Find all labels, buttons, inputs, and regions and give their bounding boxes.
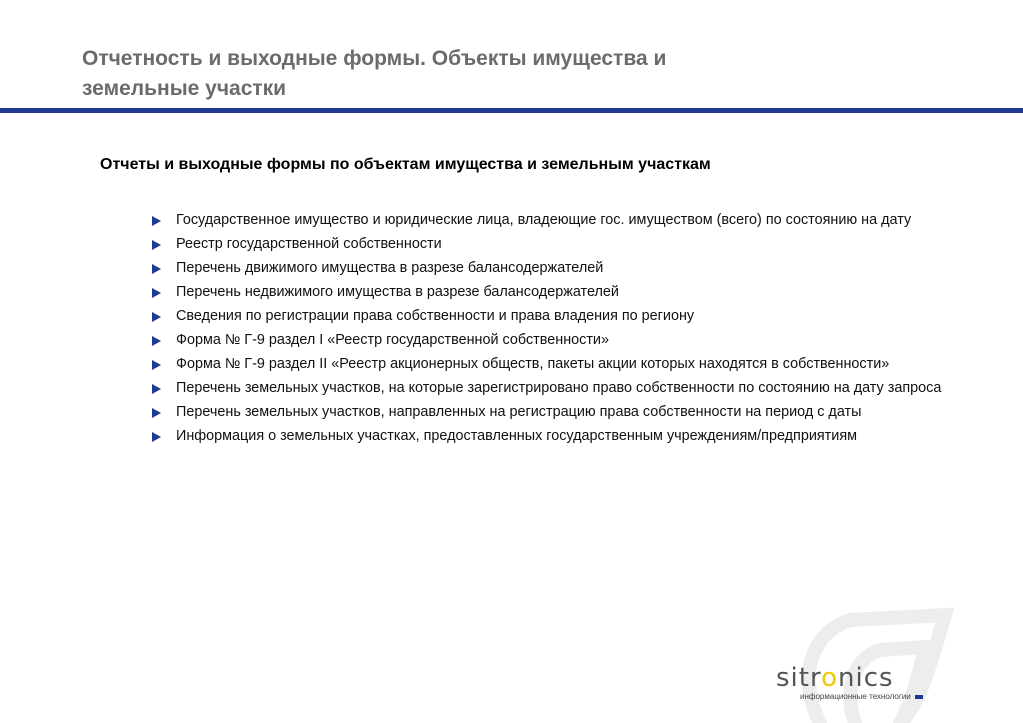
list-item xyxy=(152,210,962,230)
list-item xyxy=(152,306,962,326)
list-item xyxy=(152,378,962,398)
logo-mark-icon xyxy=(915,695,923,699)
list-item-text: Перечень земельных участков, направленных на регистрацию права собственности на период с даты xyxy=(176,404,862,420)
list-item-text: Реестр государственной собственности xyxy=(176,236,442,252)
list-item xyxy=(152,354,962,374)
triangle-bullet-icon xyxy=(152,408,161,418)
page-title-line-1: Отчетность и выходные формы. Объекты имущества и xyxy=(82,47,667,70)
page-title xyxy=(82,44,842,104)
list-item-text: Форма № Г-9 раздел I «Реестр государственной собственности» xyxy=(176,332,609,348)
sitronics-logo xyxy=(776,664,941,701)
triangle-bullet-icon xyxy=(152,216,161,226)
list-item-text: Перечень движимого имущества в разрезе балансодержателей xyxy=(176,260,604,276)
list-item-text: Форма № Г-9 раздел II «Реестр акционерных обществ, пакеты акции которых находятся в собственности» xyxy=(176,356,890,372)
list-item-text: Перечень земельных участков, на которые зарегистрировано право собственности по состоянию на дату запроса xyxy=(176,380,942,396)
list-item-text: Государственное имущество и юридические лица, владеющие гос. имуществом (всего) по состоянию на дату xyxy=(176,212,912,228)
logo-tagline: информационные технологии xyxy=(776,692,941,701)
list-item xyxy=(152,234,962,254)
list-item-text: Информация о земельных участках, предоставленных государственным учреждениям/предприятиям xyxy=(176,428,858,444)
report-list xyxy=(152,210,962,450)
header-divider xyxy=(0,108,1023,113)
list-item xyxy=(152,258,962,278)
list-item-text: Сведения по регистрации права собственности и права владения по региону xyxy=(176,308,695,324)
triangle-bullet-icon xyxy=(152,336,161,346)
list-item xyxy=(152,426,962,446)
section-subtitle: Отчеты и выходные формы по объектам имущества и земельным участкам xyxy=(100,156,711,173)
page-title-line-2: земельные участки xyxy=(82,77,287,100)
list-item xyxy=(152,282,962,302)
logo-wordmark: sitronics xyxy=(776,663,894,693)
triangle-bullet-icon xyxy=(152,360,161,370)
triangle-bullet-icon xyxy=(152,240,161,250)
triangle-bullet-icon xyxy=(152,288,161,298)
triangle-bullet-icon xyxy=(152,312,161,322)
list-item xyxy=(152,402,962,422)
triangle-bullet-icon xyxy=(152,432,161,442)
list-item xyxy=(152,330,962,350)
triangle-bullet-icon xyxy=(152,264,161,274)
triangle-bullet-icon xyxy=(152,384,161,394)
list-item-text: Перечень недвижимого имущества в разрезе балансодержателей xyxy=(176,284,619,300)
